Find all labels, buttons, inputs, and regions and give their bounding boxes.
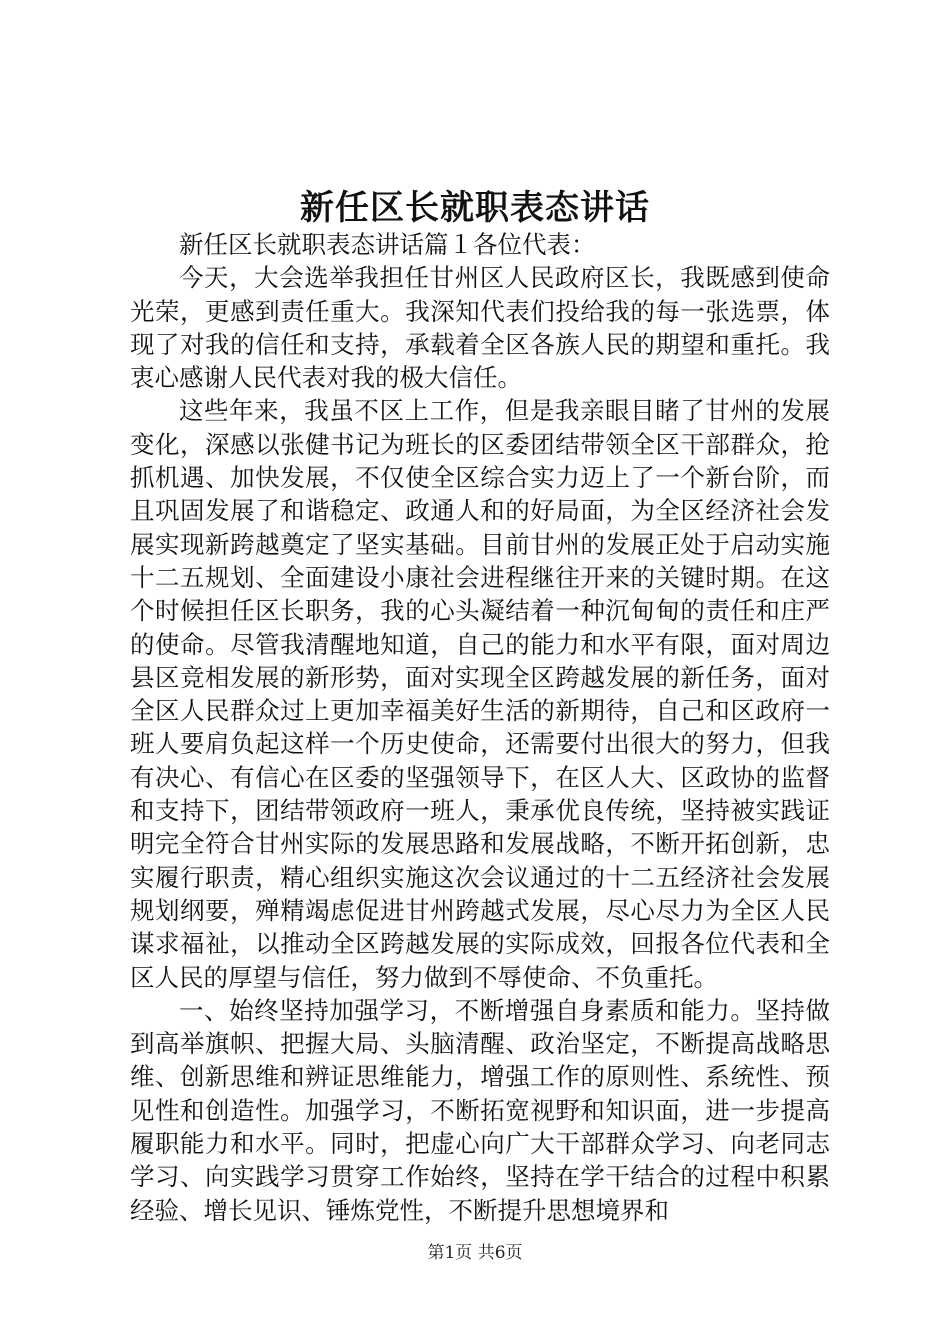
paragraph-1: 今天，大会选举我担任甘州区人民政府区长，我既感到使命光荣，更感到责任重大。我深知代表们投给我的每一张选票，体现了对我的信任和支持，承载着全区各族人民的期望和重托。我衷心感谢人民代表对我的极大信任。 [130,263,830,393]
page-number-footer: 第1页 共6页 [427,1243,523,1263]
paragraph-2: 这些年来，我虽不区上工作，但是我亲眼目睹了甘州的发展变化，深感以张健书记为班长的区委团结带领全区干部群众，抢抓机遇、加快发展，不仅使全区综合实力迈上了一个新台阶，而且巩固发展了和谐稳定、政通人和的好局面，为全区经济社会发展实现新跨越奠定了坚实基础。目前甘州的发展正处于启动实施十二五规划、全面建设小康社会进程继往开来的关键时期。在这个时候担任区长职务，我的心头凝结着一种沉甸甸的责任和庄严的使命。尽管我清醒地知道，自己的能力和水平有限，面对周边县区竞相发展的新形势，面对实现全区跨越发展的新任务，面对全区人民群众过上更加幸福美好生活的新期待，自己和区政府一班人要肩负起这样一个历史使命，还需要付出很大的努力，但我有决心、有信心在区委的坚强领导下，在区人大、区政协的监督和支持下，团结带领政府一班人，秉承优良传统，坚持被实践证明完全符合甘州实际的发展思路和发展战略，不断开拓创新，忠实履行职责，精心组织实施这次会议通过的十二五经济社会发展规划纲要，殚精竭虑促进甘州跨越式发展，尽心尽力为全区人民谋求福祉，以推动全区跨越发展的实际成效，回报各位代表和全区人民的厚望与信任，努力做到不辱使命、不负重托。 [130,396,830,992]
paragraph-3: 一、始终坚持加强学习，不断增强自身素质和能力。坚持做到高举旗帜、把握大局、头脑清醒、政治坚定，不断提高战略思维、创新思维和辨证思维能力，增强工作的原则性、系统性、预见性和创造性。加强学习，不断拓宽视野和知识面，进一步提高履职能力和水平。同时，把虚心向广大干部群众学习、向老同志学习、向实践学习贯穿工作始终，坚持在学干结合的过程中积累经验、增长见识、锤炼党性，不断提升思想境界和 [130,995,830,1225]
document-title: 新任区长就职表态讲话 [300,188,650,228]
document-body [130,228,830,1227]
paragraph-opening: 新任区长就职表态讲话篇１各位代表： [179,230,596,259]
